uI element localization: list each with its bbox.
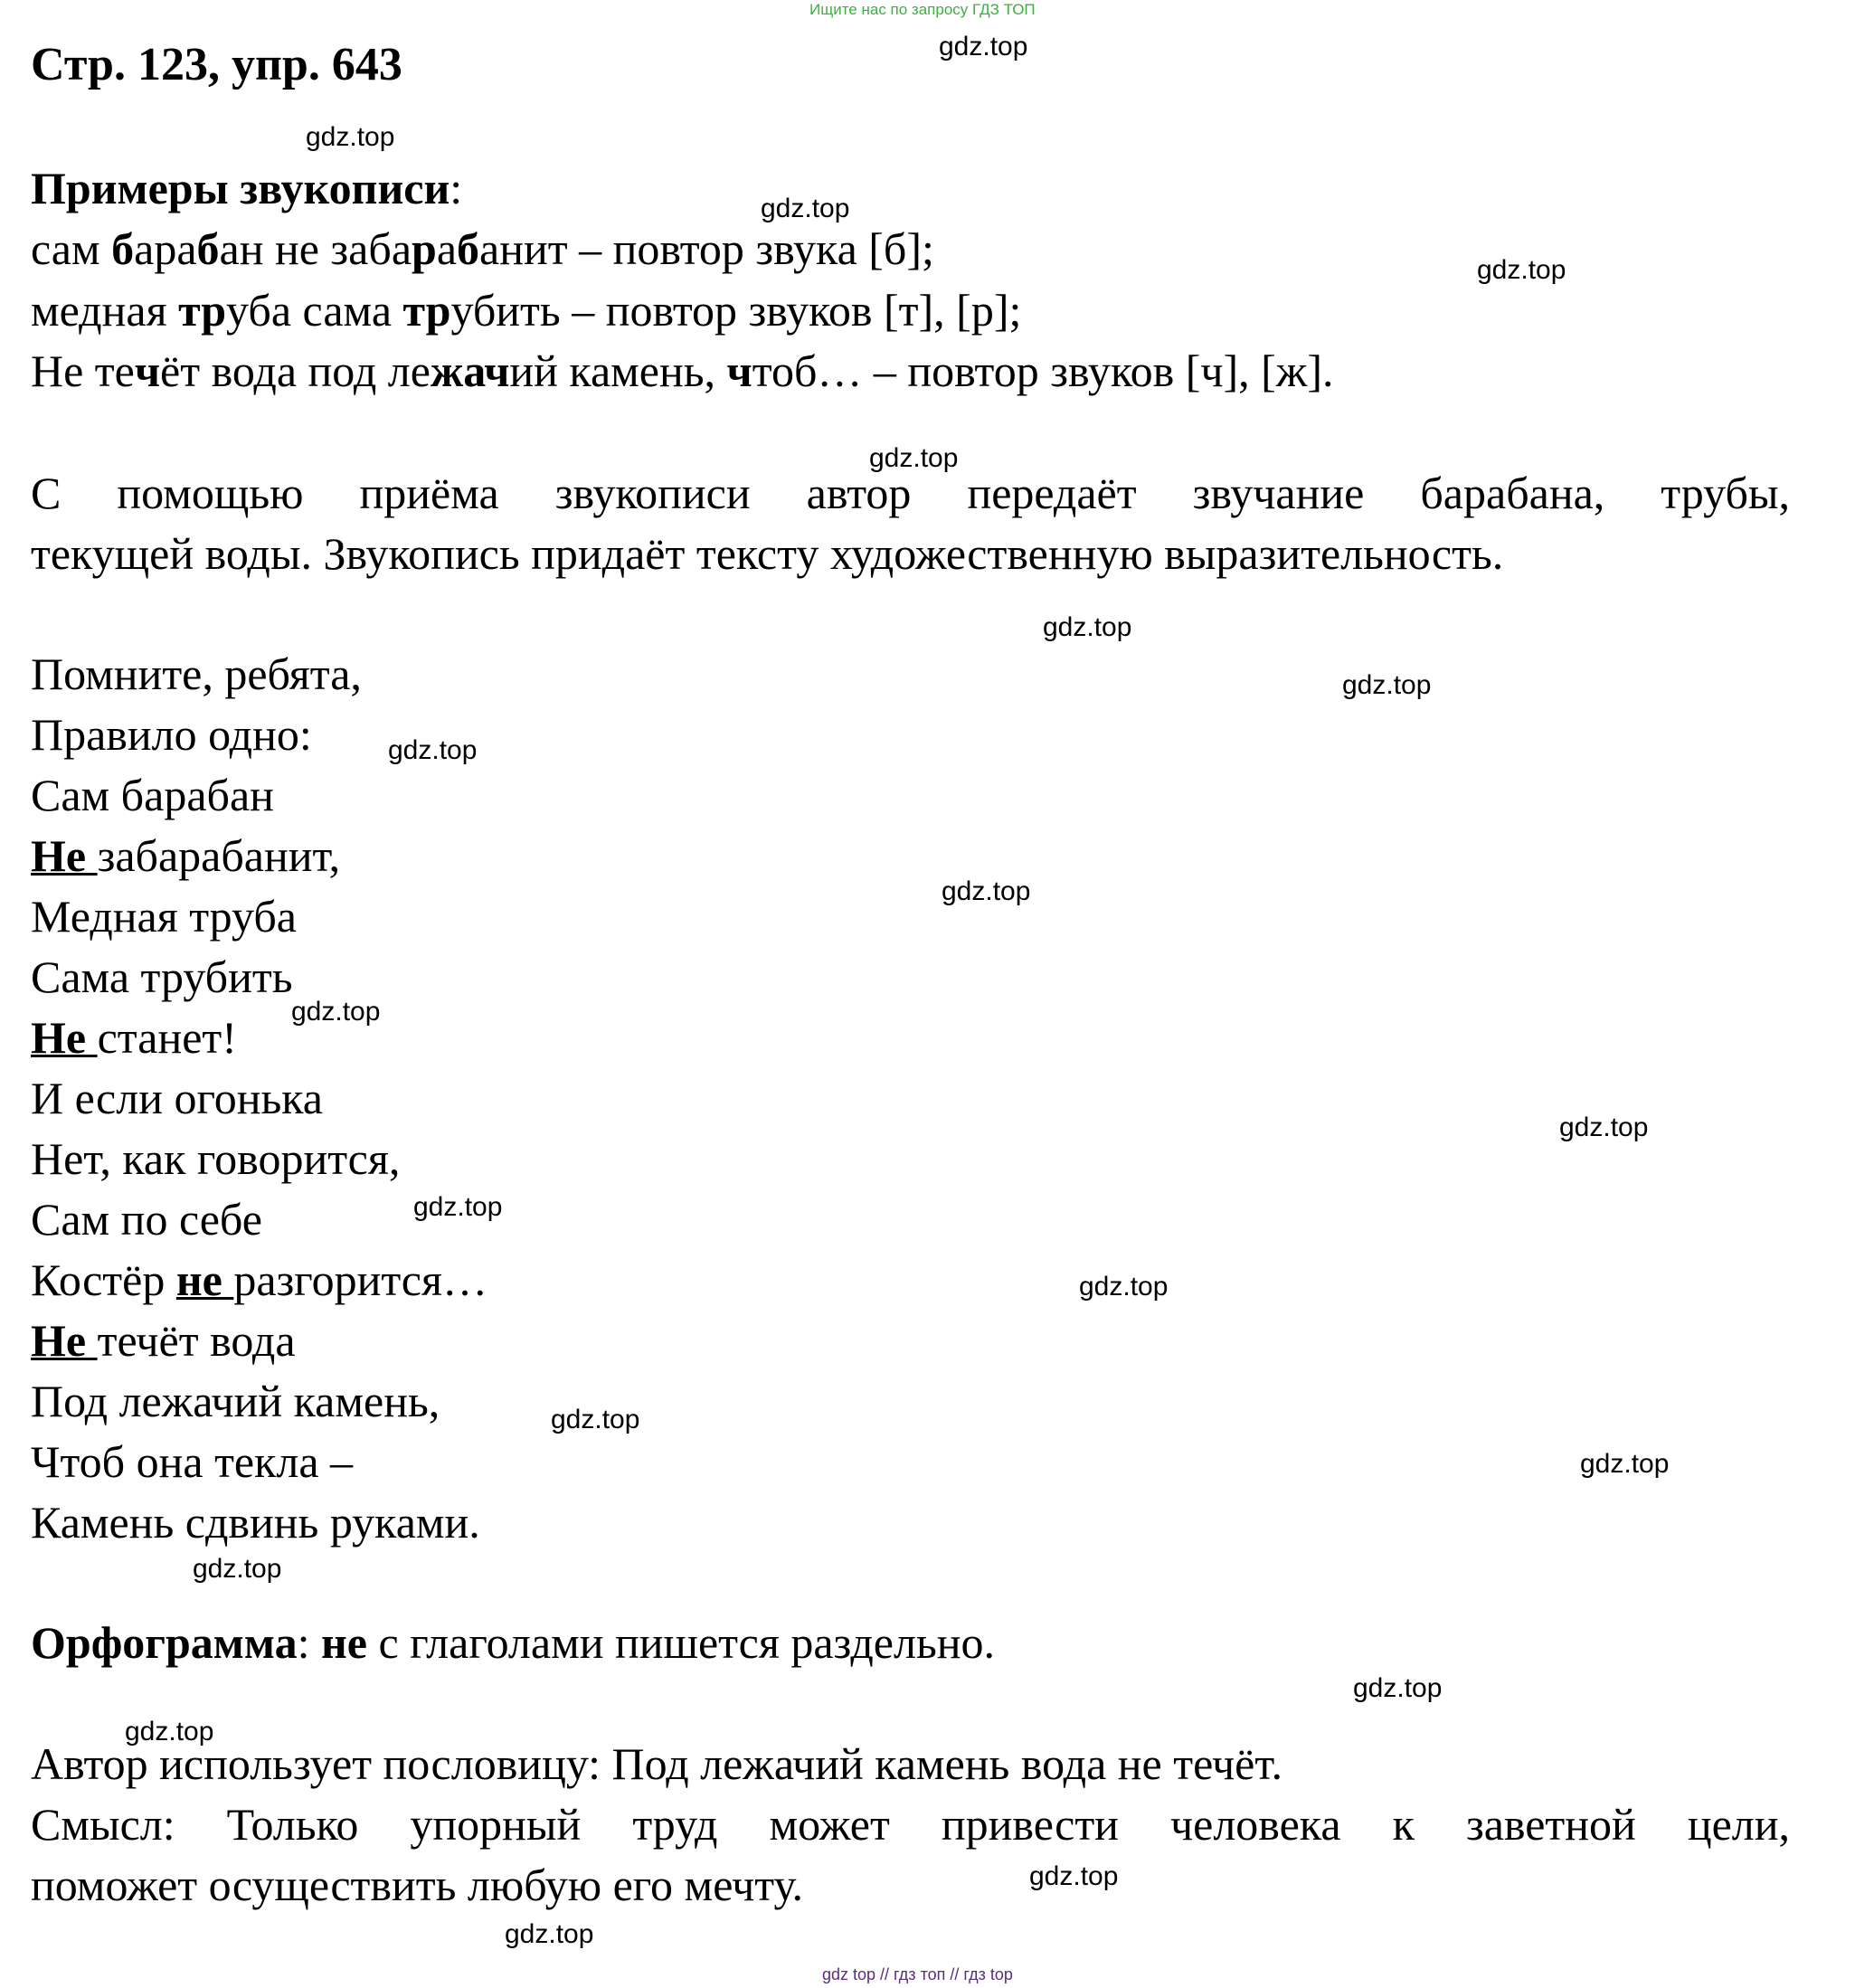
paragraph-line-2: текущей воды. Звукопись придаёт тексту художественную выразительность. [31, 528, 1504, 579]
poem-line: Сам по себе [31, 1194, 262, 1245]
top-banner: Ищите нас по запросу ГДЗ ТОП [809, 1, 1036, 18]
orthogram-line [31, 1617, 996, 1668]
bottom-banner: gdz top // гдз топ // гдз top [822, 1965, 1013, 1983]
poem-line: Под лежачий камень, [31, 1376, 440, 1426]
poem-line: Правило одно: [31, 709, 312, 760]
watermark: gdz.top [761, 194, 850, 223]
proverb-line-1: Автор использует пословицу: Под лежачий камень вода не течёт. [31, 1738, 1282, 1789]
emphasis-ne: Не [31, 830, 98, 881]
text-part: медная [31, 285, 179, 336]
text-part: анит – повтор звука [б]; [479, 223, 934, 274]
highlight-sound: б [196, 223, 220, 274]
watermark: gdz.top [505, 1919, 594, 1949]
poem-line: Сам барабан [31, 770, 274, 820]
poem-line [31, 1315, 296, 1366]
text-part: а [436, 223, 458, 274]
poem-text: станет! [97, 1012, 237, 1063]
example-line-3 [31, 346, 1334, 396]
watermark: gdz.top [413, 1192, 503, 1222]
poem-text: разгорится… [233, 1254, 487, 1305]
example-line-2 [31, 285, 1022, 336]
orthogram-colon: : [297, 1617, 321, 1668]
poem-line [31, 1012, 237, 1063]
poem-text: забарабанит, [97, 830, 341, 881]
poem-line: И если огонька [31, 1073, 323, 1123]
emphasis-ne: Не [31, 1012, 98, 1063]
text-part: ан не заба [219, 223, 412, 274]
page-title: Стр. 123, упр. 643 [31, 39, 402, 90]
watermark: gdz.top [1353, 1673, 1443, 1703]
highlight-sound: тр [402, 285, 451, 336]
highlight-sound: б [457, 223, 480, 274]
poem-line: Медная труба [31, 891, 297, 942]
orthogram-label: Орфограмма [31, 1617, 298, 1668]
text-part: ара [134, 223, 197, 274]
watermark: gdz.top [869, 443, 959, 473]
highlight-sound: тр [178, 285, 227, 336]
orthogram-ne: не [321, 1617, 368, 1668]
text-part: сам [31, 223, 112, 274]
poem-line: Камень сдвинь руками. [31, 1497, 480, 1548]
watermark: gdz.top [306, 122, 395, 152]
text-part: ий камень, [509, 346, 727, 396]
heading-text: Примеры звукописи [31, 163, 450, 213]
paragraph-line-1: С помощью приёма звукописи автор передаёт звучание барабана, трубы, [31, 468, 1790, 518]
highlight-sound: ч [134, 346, 161, 396]
proverb-line-2: Смысл: Только упорный труд может привести человека к заветной цели, [31, 1799, 1790, 1850]
text-part: Не те [31, 346, 135, 396]
poem-text: Костёр [31, 1254, 176, 1305]
watermark: gdz.top [942, 876, 1031, 906]
text-part: тоб… – повтор звуков [ч], [ж]. [752, 346, 1334, 396]
proverb-line-3: поможет осуществить любую его мечту. [31, 1860, 803, 1910]
poem-line: Сама трубить [31, 951, 293, 1002]
highlight-sound: ч [726, 346, 752, 396]
text-part: уба сама [226, 285, 403, 336]
highlight-sound: р [412, 223, 437, 274]
watermark: gdz.top [1342, 670, 1432, 700]
highlight-sound: б [111, 223, 135, 274]
poem-line [31, 830, 341, 881]
watermark: gdz.top [1043, 612, 1132, 642]
orthogram-rest: с глаголами пишется раздельно. [367, 1617, 996, 1668]
text-part: убить – повтор звуков [т], [р]; [450, 285, 1022, 336]
watermark: gdz.top [193, 1554, 282, 1584]
poem-line [31, 1254, 487, 1305]
section-heading [31, 163, 463, 213]
watermark: gdz.top [1477, 255, 1566, 285]
highlight-sound: жач [430, 346, 510, 396]
watermark: gdz.top [388, 735, 478, 765]
watermark: gdz.top [1559, 1112, 1649, 1142]
poem-line: Нет, как говорится, [31, 1133, 401, 1184]
heading-colon: : [450, 163, 463, 213]
watermark: gdz.top [1029, 1861, 1119, 1891]
watermark: gdz.top [291, 997, 381, 1027]
watermark: gdz.top [125, 1717, 214, 1747]
watermark: gdz.top [1580, 1449, 1670, 1479]
poem-text: течёт вода [97, 1315, 296, 1366]
watermark: gdz.top [1079, 1272, 1169, 1302]
poem-line: Чтоб она текла – [31, 1436, 354, 1487]
emphasis-ne: Не [31, 1315, 98, 1366]
watermark: gdz.top [551, 1405, 640, 1434]
emphasis-ne: не [175, 1254, 234, 1305]
text-part: ёт вода под ле [160, 346, 431, 396]
poem-line: Помните, ребята, [31, 648, 362, 699]
watermark: gdz.top [939, 32, 1028, 62]
example-line-1 [31, 223, 934, 274]
